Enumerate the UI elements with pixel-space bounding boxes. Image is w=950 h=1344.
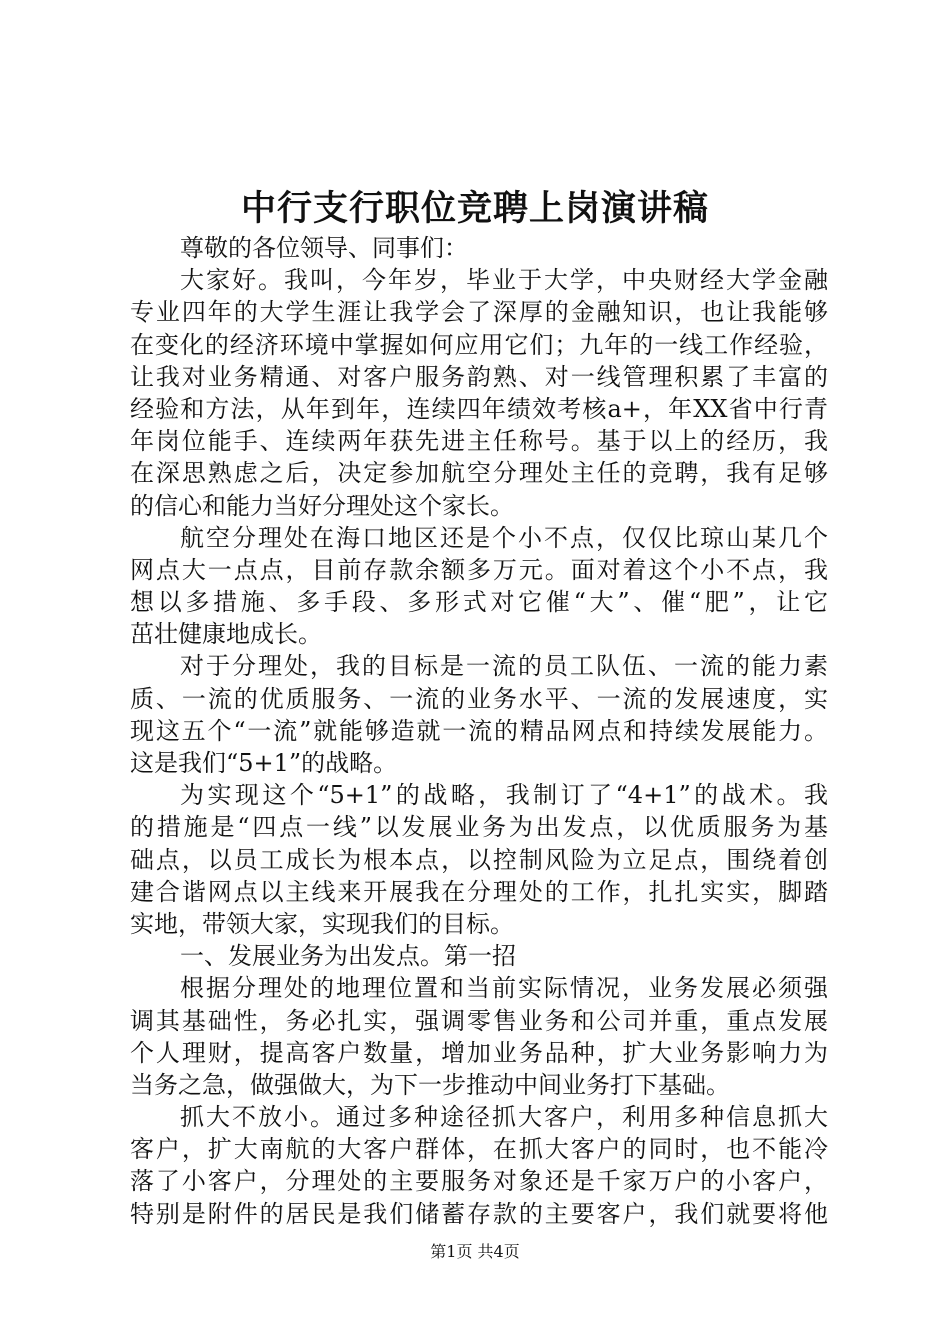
text-line: 个人理财，提高客户数量，增加业务品种，扩大业务影响力为 <box>130 1038 828 1067</box>
text-line: 让我对业务精通、对客户服务韵熟、对一线管理积累了丰富的 <box>130 362 828 391</box>
text-line: 想以多措施、多手段、多形式对它催“大”、催“肥”，让它 <box>130 588 828 617</box>
text-line: 落了小客户，分理处的主要服务对象还是千家万户的小客户， <box>130 1167 828 1196</box>
text-line: 现这五个“一流”就能够造就一流的精品网点和持续发展能力。 <box>130 716 828 745</box>
text-line: 大家好。我叫，今年岁，毕业于大学，中央财经大学金融 <box>180 266 828 295</box>
text-line: 础点，以员工成长为根本点，以控制风险为立足点，围绕着创 <box>130 845 828 874</box>
document-title: 中行支行职位竞聘上岗演讲稿 <box>240 188 709 229</box>
text-line: 这是我们“5+1”的战略。 <box>130 749 398 777</box>
text-line: 在深思熟虑之后，决定参加航空分理处主任的竞聘，我有足够 <box>130 459 828 488</box>
text-line: 尊敬的各位领导、同事们： <box>180 234 468 262</box>
text-line: 质、一流的优质服务、一流的业务水平、一流的发展速度，实 <box>130 684 828 713</box>
text-line: 客户，扩大南航的大客户群体，在抓大客户的同时，也不能冷 <box>130 1135 828 1164</box>
text-line: 在变化的经济环境中掌握如何应用它们；九年的一线工作经验， <box>130 330 828 359</box>
text-line: 年岗位能手、连续两年获先进主任称号。基于以上的经历，我 <box>130 427 828 456</box>
text-line: 一、发展业务为出发点。第一招 <box>180 942 516 971</box>
page-footer: 第1页 共4页 <box>430 1242 520 1261</box>
text-line: 实地，带领大家，实现我们的目标。 <box>130 909 514 938</box>
document-body <box>130 232 828 1230</box>
text-line: 航空分理处在海口地区还是个小不点，仅仅比琼山某几个 <box>180 523 828 552</box>
text-line: 专业四年的大学生涯让我学会了深厚的金融知识，也让我能够 <box>130 298 828 327</box>
text-line: 建合谐网点以主线来开展我在分理处的工作，扎扎实实，脚踏 <box>130 877 828 906</box>
text-line: 的措施是“四点一线”以发展业务为出发点，以优质服务为基 <box>130 813 828 842</box>
text-line: 抓大不放小。通过多种途径抓大客户，利用多种信息抓大 <box>180 1103 828 1132</box>
text-line: 的信心和能力当好分理处这个家长。 <box>130 491 514 520</box>
text-line: 根据分理处的地理位置和当前实际情况，业务发展必须强 <box>180 974 828 1003</box>
text-line: 网点大一点点，目前存款余额多万元。面对着这个小不点，我 <box>130 555 828 584</box>
text-line: 调其基础性，务必扎实，强调零售业务和公司并重，重点发展 <box>130 1006 828 1035</box>
text-line: 特别是附件的居民是我们储蓄存款的主要客户，我们就要将他 <box>130 1199 828 1228</box>
text-line: 经验和方法，从年到年，连续四年绩效考核a+，年XX省中行青 <box>130 394 828 423</box>
text-line: 当务之急，做强做大，为下一步推动中间业务打下基础。 <box>130 1070 730 1099</box>
text-line: 为实现这个“5+1”的战略，我制订了“4+1”的战术。我 <box>180 781 828 810</box>
text-line: 对于分理处，我的目标是一流的员工队伍、一流的能力素 <box>180 652 828 681</box>
text-line: 茁壮健康地成长。 <box>130 620 322 649</box>
